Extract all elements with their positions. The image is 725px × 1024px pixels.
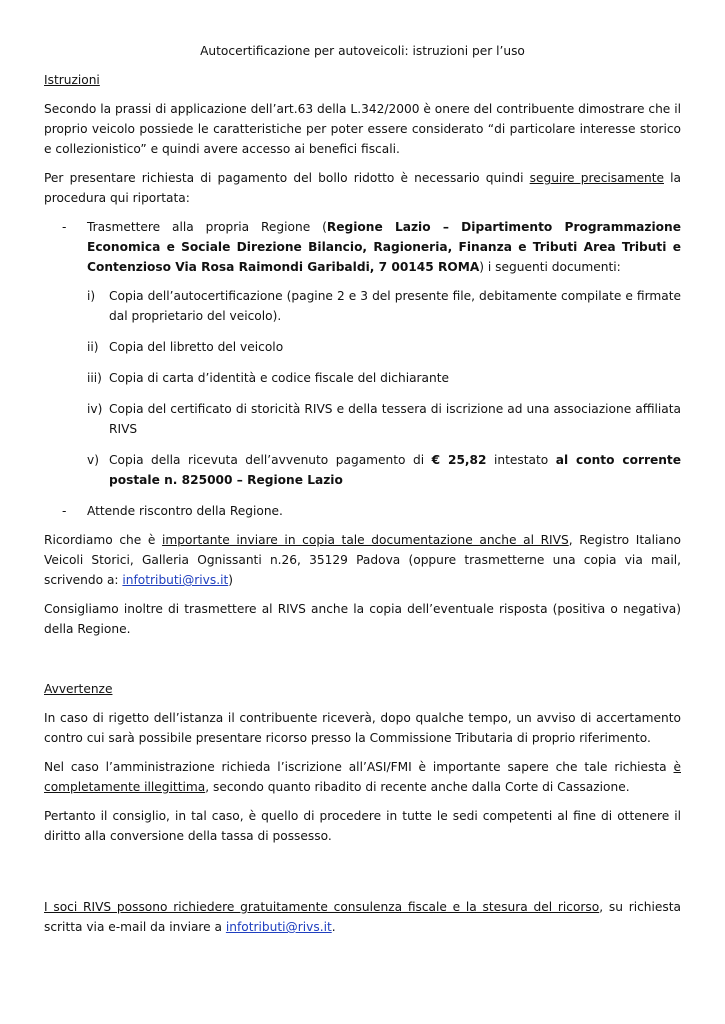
- email-link[interactable]: infotributi@rivs.it: [122, 573, 229, 587]
- list-item-number: iii): [87, 371, 102, 385]
- list-item-text: Copia dell’autocertificazione (pagine 2 e 3 del presente file, debitamente compilate e firmate dal proprietario del veicolo).: [109, 289, 681, 323]
- paragraph-pertanto: Pertanto il consiglio, in tal caso, è quello di procedere in tutte le sedi competenti al fine di ottenere il diritto alla conversione della tassa di possesso.: [44, 809, 681, 843]
- paragraph-consigliamo: Consigliamo inoltre di trasmettere al RIVS anche la copia dell’eventuale risposta (positiva o negativa) della Regione.: [44, 602, 681, 636]
- soci-mid: , su richiesta scritta via e-mail da inviare a: [44, 900, 682, 934]
- list-item-trasmettere: [44, 217, 681, 277]
- list-item-attende-text: Attende riscontro della Regione.: [87, 504, 283, 518]
- soci-end: .: [331, 920, 336, 934]
- ricordiamo-post: , Registro Italiano Veicoli Storici, Galleria Ognissanti n.26, 35129 Padova (oppure trasmetterne una copia via mail, scrivendo a:: [44, 533, 681, 587]
- list-item: [87, 399, 681, 439]
- trasmettere-post: ) i seguenti documenti:: [479, 260, 621, 274]
- list-item-number: v): [87, 453, 99, 467]
- documents-list: [87, 286, 681, 490]
- underlined-illegittima: è completamente illegittima: [44, 760, 681, 794]
- regione-address: Regione Lazio – Dipartimento Programmazione Economica e Sociale Direzione Bilancio, Ragioneria, Finanza e Tributi Area Tributi e Contenzioso Via Rosa Raimondi Garibaldi, 7 00145 ROMA: [87, 220, 681, 274]
- paragraph-soci-rivs: [44, 897, 681, 937]
- list-item: [87, 368, 681, 388]
- conto-corrente: al conto corrente postale n. 825000 – Regione Lazio: [109, 453, 682, 487]
- payment-amount: € 25,82: [431, 453, 487, 467]
- underlined-importante-inviare: importante inviare in copia tale documentazione anche al RIVS: [162, 533, 569, 547]
- underlined-soci-rivs: I soci RIVS possono richiedere gratuitamente consulenza fiscale e la stesura del ricorso: [44, 900, 600, 914]
- trasmettere-pre: Trasmettere alla propria Regione (: [87, 220, 327, 234]
- pagamento-pre: Copia della ricevuta dell’avvenuto pagamento di: [109, 453, 432, 467]
- list-item-text: Copia del libretto del veicolo: [109, 340, 284, 354]
- document-title: Autocertificazione per autoveicoli: istruzioni per l’uso: [200, 44, 525, 58]
- paragraph-procedura-text: Per presentare richiesta di pagamento del bollo ridotto è necessario quindi: [44, 171, 530, 185]
- spacer: [44, 855, 681, 897]
- spacer: [44, 648, 681, 679]
- section-heading-istruzioni: Istruzioni: [44, 73, 100, 87]
- paragraph-rigetto: In caso di rigetto dell’istanza il contribuente riceverà, dopo qualche tempo, un avviso di accertamento contro cui sarà possibile presentare ricorso presso la Commissione Tributaria di proprio riferimento.: [44, 711, 681, 745]
- list-item-number: iv): [87, 402, 103, 416]
- dash-marker: -: [62, 220, 67, 234]
- ricordiamo-end: ): [228, 573, 234, 587]
- list-item-text: Copia di carta d’identità e codice fiscale del dichiarante: [109, 371, 450, 385]
- list-item-text: [109, 450, 681, 490]
- dash-marker: -: [62, 504, 67, 518]
- list-item-number: i): [87, 289, 96, 303]
- paragraph-asi-fmi: [44, 757, 681, 797]
- paragraph-procedura-end: la procedura qui riportata:: [44, 171, 681, 205]
- section-heading-avvertenze: Avvertenze: [44, 682, 113, 696]
- list-item-trasmettere-text: [87, 217, 681, 277]
- pagamento-mid: intestato: [486, 453, 556, 467]
- ricordiamo-pre: Ricordiamo che è: [44, 533, 163, 547]
- email-link[interactable]: infotributi@rivs.it: [225, 920, 332, 934]
- list-item: [87, 337, 681, 357]
- asi-pre: Nel caso l’amministrazione richieda l’iscrizione all’ASI/FMI è importante sapere che tale richiesta: [44, 760, 674, 774]
- underlined-seguire-precisamente: seguire precisamente: [529, 171, 664, 185]
- asi-post: , secondo quanto ribadito di recente anche dalla Corte di Cassazione.: [205, 780, 630, 794]
- list-item-pagamento: [87, 450, 681, 490]
- list-item-attende: [44, 501, 681, 521]
- list-item-number: ii): [87, 340, 99, 354]
- list-item-text: Copia del certificato di storicità RIVS e della tessera di iscrizione ad una associazione affiliata RIVS: [109, 402, 681, 436]
- paragraph-ricordiamo: [44, 530, 681, 590]
- list-item: [87, 286, 681, 326]
- paragraph-procedura: [44, 168, 681, 208]
- paragraph-prassi: Secondo la prassi di applicazione dell’art.63 della L.342/2000 è onere del contribuente dimostrare che il proprio veicolo possiede le caratteristiche per poter essere considerato “di particolare interesse storico e collezionistico” e quindi avere accesso ai benefici fiscali.: [44, 102, 681, 156]
